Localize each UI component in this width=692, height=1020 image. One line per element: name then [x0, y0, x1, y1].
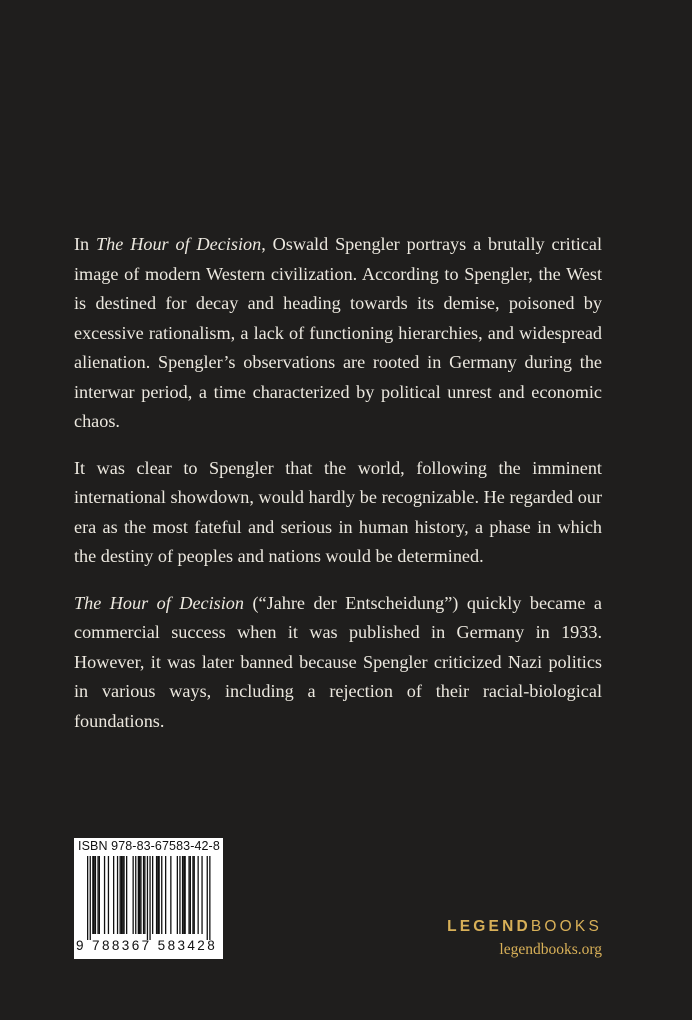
barcode-bar [190, 856, 191, 934]
barcode-bar [165, 856, 166, 934]
publisher-logo: LEGENDBOOKS [447, 918, 602, 935]
barcode-digits: 9 788367 583428 [76, 938, 218, 953]
barcode-bar [120, 856, 121, 934]
barcode-bar [90, 856, 91, 940]
barcode-bar [201, 856, 202, 934]
barcode-bar [97, 856, 98, 934]
barcode-bar [198, 856, 199, 934]
barcode-bar [87, 856, 88, 940]
barcode-bar [185, 856, 186, 934]
barcode-bar [117, 856, 118, 934]
barcode-bar [170, 856, 171, 934]
barcode-bar [140, 856, 141, 934]
barcode-bar [94, 856, 95, 934]
barcode-bar [188, 856, 189, 934]
barcode-bar [113, 856, 114, 934]
barcode-bar [108, 856, 109, 934]
barcode-bar [209, 856, 210, 940]
barcode-bar [99, 856, 100, 934]
barcode-bar [126, 856, 127, 934]
blurb-paragraph-3: The Hour of Decision (“Jahre der Entscheidung”) quickly became a commercial success when it was published in Germany in 1933. However, it was later banned because Spengler criticized Nazi politics in various ways, including a rejection of their racial-biological foundations. [74, 592, 602, 731]
barcode-bar [143, 856, 144, 934]
barcode-bar [139, 856, 140, 934]
barcode-bar [144, 856, 145, 934]
isbn-label: ISBN 978-83-67583-42-8 [78, 839, 220, 853]
barcode-bar [194, 856, 195, 934]
barcode-bar [157, 856, 158, 934]
back-cover-blurb [74, 230, 602, 753]
barcode-bar [149, 856, 150, 940]
barcode-bar [207, 856, 208, 940]
publisher-website: legendbooks.org [499, 941, 602, 958]
barcode-bar [121, 856, 122, 934]
barcode-bar [183, 856, 184, 934]
barcode-bar [179, 856, 180, 934]
barcode-bar [182, 856, 183, 934]
book-title: The Hour of Decision [96, 234, 262, 254]
barcode-bar [133, 856, 134, 934]
barcode-bar [135, 856, 136, 934]
barcode-bar [177, 856, 178, 934]
publisher-imprint [447, 917, 602, 960]
barcode-bar [123, 856, 124, 934]
barcode-bar [104, 856, 105, 934]
barcode-bar [152, 856, 153, 934]
barcode-bar [122, 856, 123, 934]
book-title: The Hour of Decision [74, 592, 244, 613]
barcode-bar [159, 856, 160, 934]
blurb-paragraph-1: In The Hour of Decision, Oswald Spengler portrays a brutally critical image of modern Western civilization. According to Spengler, the West is destined for decay and heading towards its demise, poisoned by excessive rationalism, a lack of functioning hierarchies, and widespread alienation. Spengler’s observations are rooted in Germany during the interwar period, a time characterized by political unrest and economic chaos. [74, 234, 602, 431]
barcode-bar [192, 856, 193, 934]
barcode-bars [74, 856, 223, 940]
barcode-bar [95, 856, 96, 934]
barcode-bar [147, 856, 148, 940]
barcode-bar [156, 856, 157, 934]
isbn-barcode [74, 838, 223, 959]
barcode-bar [161, 856, 162, 934]
blurb-paragraph-2: It was clear to Spengler that the world, following the imminent international showdown, would hardly be recognizable. He regarded our era as the most fateful and serious in human history, a phase in which the destiny of peoples and nations would be determined. [74, 457, 602, 566]
barcode-bar [92, 856, 93, 934]
barcode-bar [138, 856, 139, 934]
